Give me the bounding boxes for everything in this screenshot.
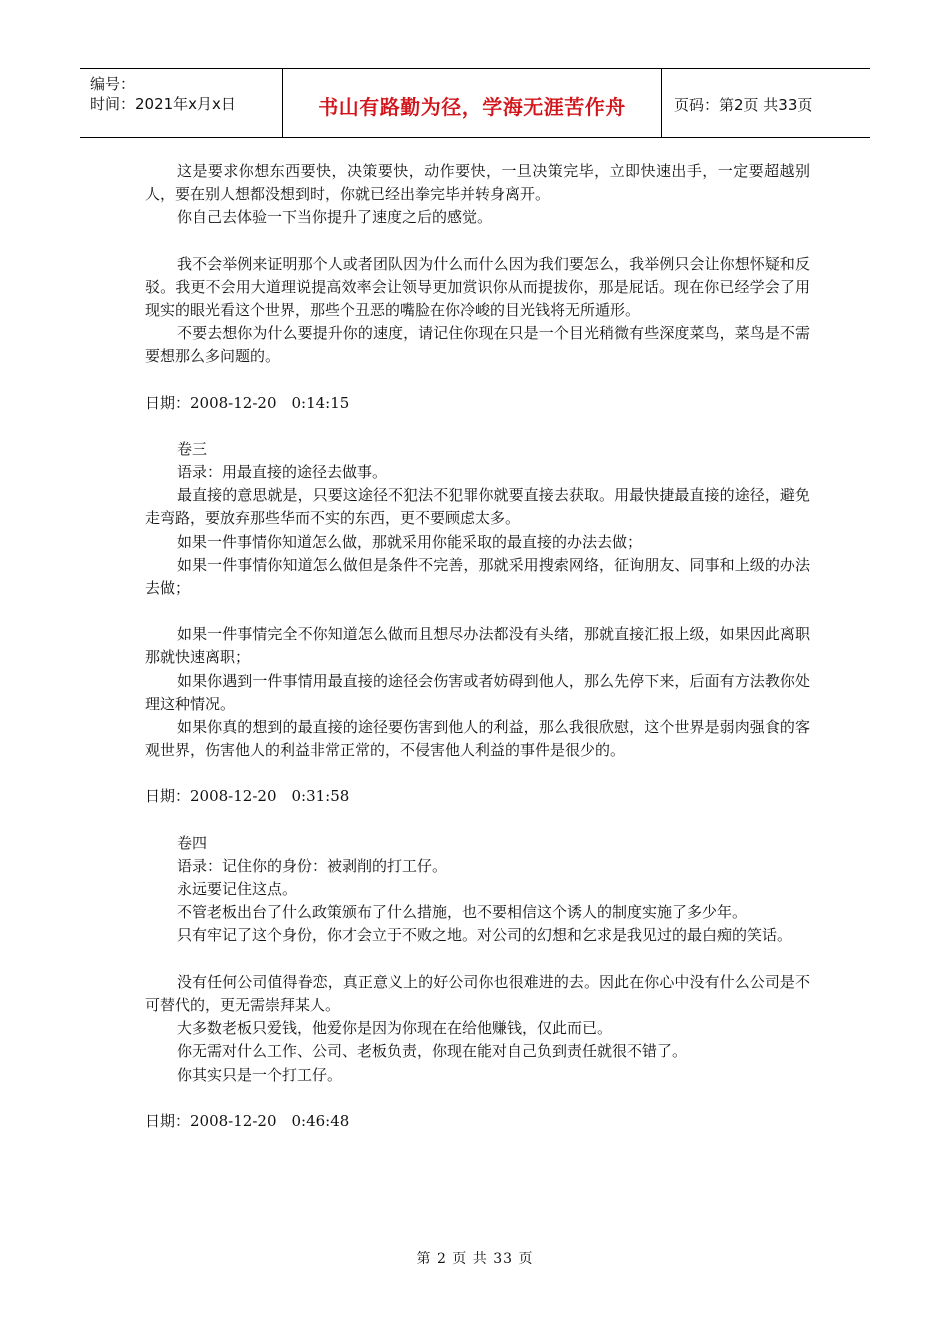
paragraph: 大多数老板只爱钱，他爱你是因为你现在在给他赚钱，仅此而已。: [177, 1019, 613, 1038]
paragraph: 如果你遇到一件事情用最直接的途径会伤害或者妨碍到他人，那么先停下来，后面有方法教你处理这种情况。: [145, 671, 810, 713]
document-body: [145, 160, 810, 1133]
entry-date: 日期：2008-12-20 0:46:48: [145, 1111, 350, 1130]
document-time: 时间：2021年x月x日: [90, 95, 236, 113]
section-heading: 卷四: [177, 833, 208, 852]
header-motto-cell: [282, 69, 662, 137]
paragraph: 没有任何公司值得眷恋，真正意义上的好公司你也很难进的去。因此在你心中没有什么公司是不可替代的，更无需崇拜某人。: [145, 972, 810, 1014]
page-header: [80, 68, 870, 138]
header-meta: [80, 69, 282, 137]
section-heading: 卷三: [177, 439, 208, 458]
quote-line: 语录：用最直接的途径去做事。: [177, 463, 388, 482]
document-number: 编号：: [90, 75, 136, 93]
paragraph: 不管老板出台了什么政策颁布了什么措施，也不要相信这个诱人的制度实施了多少年。: [177, 903, 748, 922]
paragraph: 你无需对什么工作、公司、老板负责，你现在能对自己负到责任就很不错了。: [177, 1042, 688, 1061]
paragraph: 我不会举例来证明那个人或者团队因为什么而什么因为我们要怎么，我举例只会让你想怀疑和反驳。我更不会用大道理说提高效率会让领导更加赏识你从而提拔你，那是屁话。现在你已经学会了用现实的眼光看这个世界，那些个丑恶的嘴脸在你冷峻的目光钱将无所遁形。: [145, 254, 810, 320]
entry-date: 日期：2008-12-20 0:14:15: [145, 393, 350, 412]
quote-line: 语录：记住你的身份：被剥削的打工仔。: [177, 856, 448, 875]
header-motto: 书山有路勤为径，学海无涯苦作舟: [318, 95, 626, 119]
paragraph: 如果一件事情你知道怎么做，那就采用你能采取的最直接的办法去做；: [177, 532, 643, 551]
paragraph: 最直接的意思就是，只要这途径不犯法不犯罪你就要直接去获取。用最快捷最直接的途径，避免走弯路，要放弃那些华而不实的东西，更不要顾虑太多。: [145, 486, 810, 528]
paragraph: 你自己去体验一下当你提升了速度之后的感觉。: [177, 208, 493, 227]
header-page-cell: [662, 69, 870, 137]
paragraph: 如果你真的想到的最直接的途径要伤害到他人的利益，那么我很欣慰，这个世界是弱肉强食的客观世界，伤害他人的利益非常正常的，不侵害他人利益的事件是很少的。: [145, 718, 810, 760]
paragraph: 永远要记住这点。: [177, 880, 298, 899]
header-page-number: 页码：第2页 共33页: [674, 96, 813, 114]
paragraph: 如果一件事情完全不你知道怎么做而且想尽办法都没有头绪，那就直接汇报上级，如果因此离职那就快速离职；: [145, 625, 810, 667]
paragraph: 只有牢记了这个身份，你才会立于不败之地。对公司的幻想和乞求是我见过的最白痴的笑话。: [177, 926, 793, 945]
paragraph: 你其实只是一个打工仔。: [177, 1065, 343, 1084]
page-footer: 第 2 页 共 33 页: [416, 1251, 534, 1267]
paragraph: 这是要求你想东西要快，决策要快，动作要快，一旦决策完毕，立即快速出手，一定要超越别人，要在别人想都没想到时，你就已经出拳完毕并转身离开。: [145, 162, 810, 204]
entry-date: 日期：2008-12-20 0:31:58: [145, 787, 350, 806]
paragraph: 不要去想你为什么要提升你的速度，请记住你现在只是一个目光稍微有些深度菜鸟，菜鸟是不需要想那么多问题的。: [145, 324, 810, 366]
paragraph: 如果一件事情你知道怎么做但是条件不完善，那就采用搜索网络，征询朋友、同事和上级的办法去做；: [145, 555, 810, 598]
